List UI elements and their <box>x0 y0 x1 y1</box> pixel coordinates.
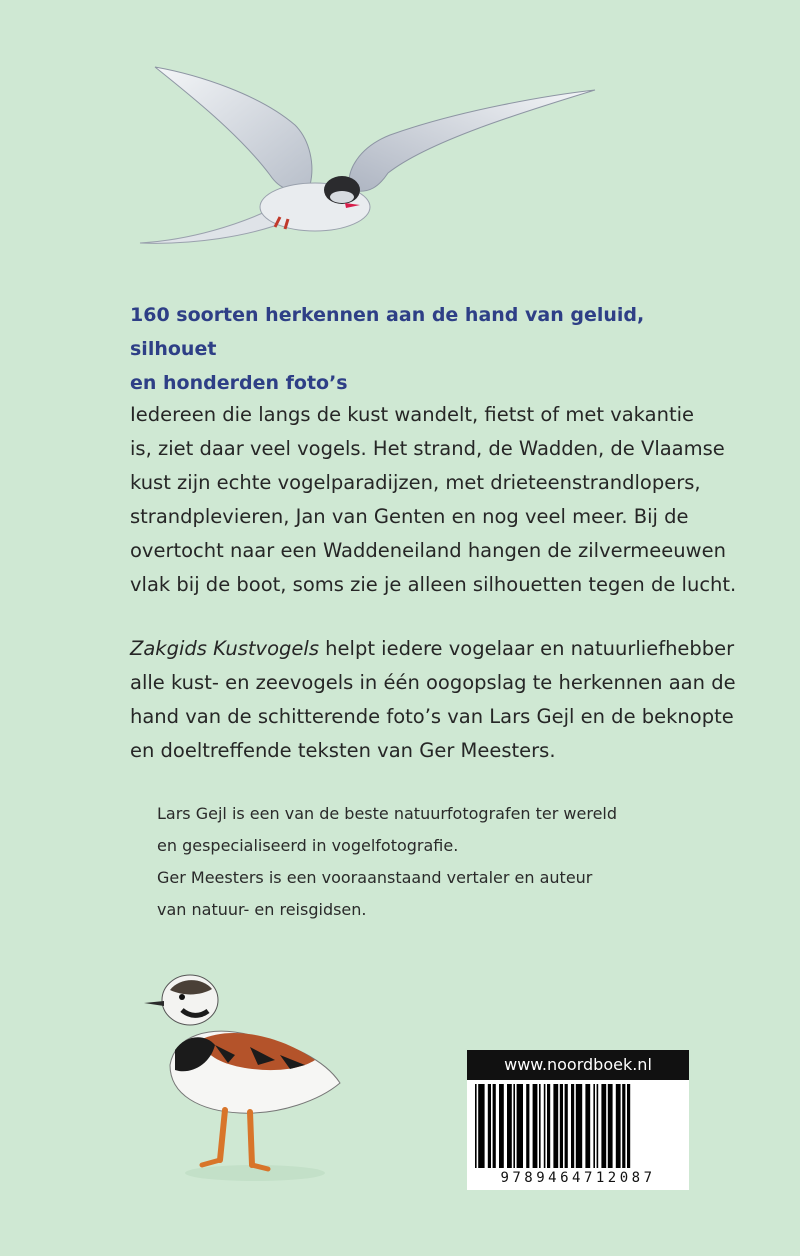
barcode-bar <box>597 1084 599 1170</box>
subtitle-line-2: en honderden foto’s <box>130 372 348 394</box>
paragraph-line-rest: helpt iedere vogelaar en natuurliefhebber <box>318 637 735 660</box>
paragraph-line <box>130 632 735 666</box>
barcode-block <box>467 1050 689 1190</box>
barcode-bar <box>475 1084 477 1170</box>
barcode-bar <box>499 1084 504 1170</box>
paragraph-line: is, ziet daar veel vogels. Het strand, de Wadden, de Vlaamse <box>130 437 725 460</box>
paragraph-line: vlak bij de boot, soms zie je alleen silhouetten tegen de lucht. <box>130 573 737 596</box>
barcode-bar <box>517 1084 523 1170</box>
paragraph-line: kust zijn echte vogelparadijzen, met drieteenstrandlopers, <box>130 471 701 494</box>
subtitle-line-1: 160 soorten herkennen aan de hand van geluid, silhouet <box>130 304 645 360</box>
barcode-bar <box>601 1084 606 1170</box>
barcode-bar <box>547 1084 550 1170</box>
barcode-bar <box>627 1084 630 1170</box>
paragraph-line: hand van de schitterende foto’s van Lars Gejl en de beknopte <box>130 705 734 728</box>
paragraph-line: strandplevieren, Jan van Genten en nog veel meer. Bij de <box>130 505 689 528</box>
bio-line: Ger Meesters is een vooraanstaand vertaler en auteur <box>157 868 593 887</box>
ruddy-turnstone-image <box>140 955 360 1185</box>
subtitle <box>130 298 730 400</box>
paragraph-line: alle kust- en zeevogels in één oogopslag te herkennen aan de <box>130 671 736 694</box>
barcode-bar <box>608 1084 613 1170</box>
book-title: Zakgids Kustvogels <box>130 637 319 660</box>
barcode-bar <box>571 1084 574 1170</box>
barcode-bar <box>478 1084 484 1170</box>
publisher-url: www.noordboek.nl <box>467 1050 689 1080</box>
paragraph-line: overtocht naar een Waddeneiland hangen de zilvermeeuwen <box>130 539 726 562</box>
description-paragraph-1 <box>130 398 737 602</box>
isbn-number: 9789464712087 <box>467 1168 689 1188</box>
barcode-bars <box>467 1080 689 1172</box>
barcode-bar <box>488 1084 491 1170</box>
barcode-bar <box>622 1084 625 1170</box>
barcode-bar <box>560 1084 563 1170</box>
barcode-bar <box>526 1084 529 1170</box>
arctic-tern-image <box>130 55 610 265</box>
barcode-bar <box>576 1084 582 1170</box>
barcode-bar <box>553 1084 558 1170</box>
paragraph-line: en doeltreffende teksten van Ger Meesters. <box>130 739 556 762</box>
barcode-bar <box>493 1084 496 1170</box>
bio-line: Lars Gejl is een van de beste natuurfotografen ter wereld <box>157 804 618 823</box>
barcode-bar <box>513 1084 515 1170</box>
barcode-bar <box>565 1084 568 1170</box>
paragraph-line: Iedereen die langs de kust wandelt, fietst of met vakantie <box>130 403 695 426</box>
description-paragraph-2 <box>130 632 736 768</box>
barcode-bar <box>533 1084 538 1170</box>
barcode-bar <box>539 1084 541 1170</box>
barcode-bar <box>585 1084 590 1170</box>
bio-line: en gespecialiseerd in vogelfotografie. <box>157 836 459 855</box>
author-bio <box>157 798 717 926</box>
barcode-bar <box>593 1084 595 1170</box>
barcode-bar <box>544 1084 546 1170</box>
barcode-bar <box>616 1084 621 1170</box>
bio-line: van natuur- en reisgidsen. <box>157 900 367 919</box>
barcode-bar <box>507 1084 512 1170</box>
